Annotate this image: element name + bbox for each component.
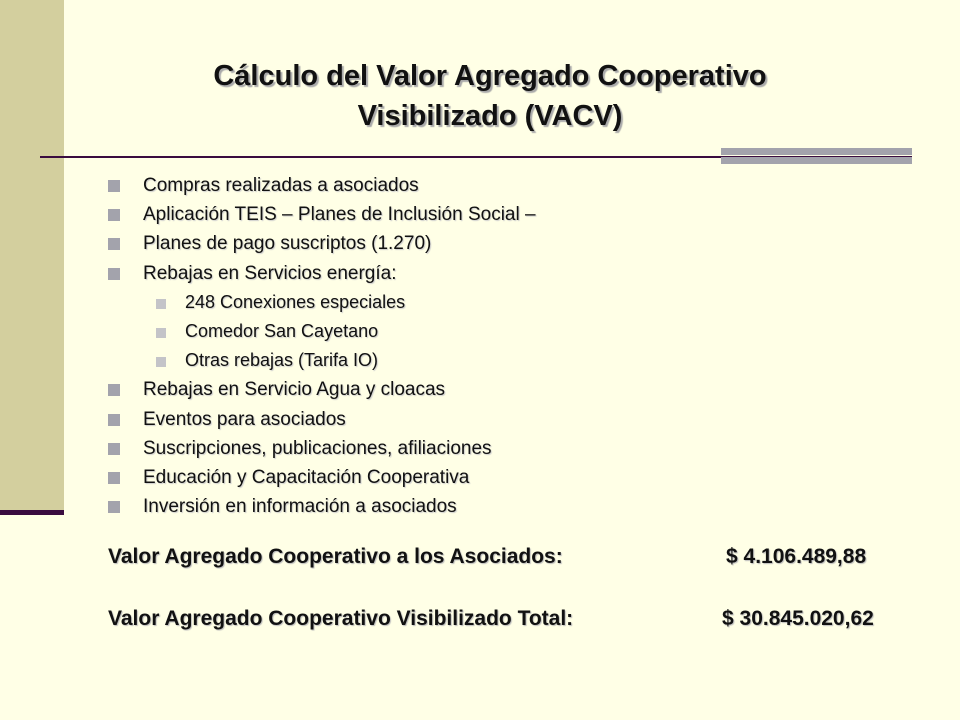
title-rule-accent-top	[721, 148, 912, 155]
bullet-item	[108, 229, 536, 258]
bullet-square-icon	[108, 414, 120, 426]
bullet-square-icon	[108, 443, 120, 455]
bullet-item	[108, 375, 536, 404]
title-line-1: Cálculo del Valor Agregado Cooperativo	[213, 60, 767, 92]
bullet-square-icon	[108, 384, 120, 396]
sub-bullet-item	[108, 317, 536, 346]
bullet-text: Compras realizadas a asociados	[143, 175, 419, 196]
total-asociados-value: $ 4.106.489,88	[726, 545, 867, 568]
accent-bar-edge	[0, 510, 64, 515]
bullet-item	[108, 200, 536, 229]
bullet-square-icon	[156, 299, 166, 309]
total-visibilizado-value: $ 30.845.020,62	[722, 607, 874, 630]
bullet-item	[108, 463, 536, 492]
bullet-square-icon	[108, 268, 120, 280]
bullet-item	[108, 405, 536, 434]
bullet-list	[108, 171, 536, 521]
bullet-text: Rebajas en Servicio Agua y cloacas	[143, 379, 446, 401]
total-visibilizado-row	[108, 607, 874, 631]
bullet-text: Aplicación TEIS – Planes de Inclusión Social –	[143, 204, 536, 226]
bullet-text: Rebajas en Servicios energía:	[143, 262, 397, 284]
bullet-square-icon	[108, 238, 120, 250]
bullet-square-icon	[108, 209, 120, 221]
bullet-item	[108, 492, 536, 521]
total-asociados-row	[108, 545, 867, 569]
sub-bullet-item	[108, 346, 536, 375]
bullet-item	[108, 259, 536, 288]
bullet-text: Otras rebajas (Tarifa IO)	[185, 350, 379, 371]
bullet-text: Eventos para asociados	[143, 408, 346, 430]
bullet-square-icon	[108, 501, 120, 513]
title-line-2: Visibilizado (VACV)	[357, 100, 623, 132]
total-asociados-label: Valor Agregado Cooperativo a los Asociados:	[108, 545, 563, 568]
bullet-square-icon	[108, 180, 120, 192]
bullet-text: Educación y Capacitación Cooperativa	[143, 466, 470, 488]
sub-bullet-item	[108, 288, 536, 317]
bullet-text: Inversión en información a asociados	[143, 496, 457, 518]
slide-title	[80, 56, 900, 136]
bullet-square-icon	[108, 472, 120, 484]
left-accent-bar	[0, 0, 64, 512]
bullet-item	[108, 171, 536, 200]
bullet-text: 248 Conexiones especiales	[185, 291, 406, 312]
title-rule-accent-bottom	[721, 157, 912, 164]
bullet-text: Comedor San Cayetano	[185, 320, 379, 341]
total-visibilizado-label: Valor Agregado Cooperativo Visibilizado Total:	[108, 607, 574, 630]
bullet-square-icon	[156, 328, 166, 338]
bullet-square-icon	[156, 357, 166, 367]
bullet-item	[108, 434, 536, 463]
bullet-text: Planes de pago suscriptos (1.270)	[143, 233, 432, 255]
bullet-text: Suscripciones, publicaciones, afiliaciones	[143, 437, 492, 459]
